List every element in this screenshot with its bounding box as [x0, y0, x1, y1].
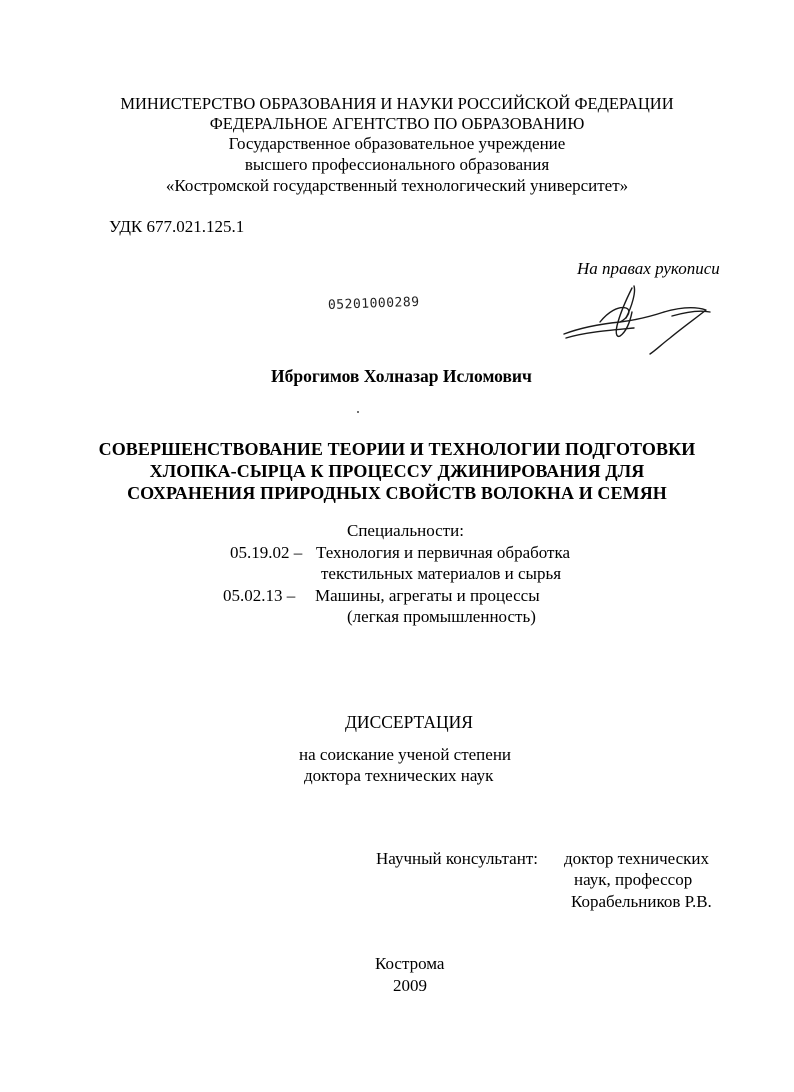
university-line: «Костромской государственный технологический университет» — [165, 176, 629, 195]
scan-speck — [357, 411, 359, 413]
city: Кострома — [375, 954, 445, 973]
work-type: ДИССЕРТАЦИЯ — [345, 712, 473, 732]
specialty-name-2-line1: Машины, агрегаты и процессы — [315, 586, 540, 605]
year: 2009 — [393, 976, 427, 995]
education-level-line: высшего профессионального образования — [244, 155, 550, 174]
author-name: Иброгимов Холназар Исломович — [271, 366, 532, 386]
udk-code: УДК 677.021.125.1 — [109, 217, 245, 236]
specialty-name-2-line2: (легкая промышленность) — [347, 607, 536, 626]
title-line-3: СОХРАНЕНИЯ ПРИРОДНЫХ СВОЙСТВ ВОЛОКНА И СЕМЯН — [127, 483, 667, 503]
consultant-title-line2: наук, профессор — [574, 870, 693, 889]
specialty-name-1-line1: Технология и первичная обработка — [316, 543, 571, 562]
ministry-line: МИНИСТЕРСТВО ОБРАЗОВАНИЯ И НАУКИ РОССИЙСКОЙ ФЕДЕРАЦИИ — [120, 94, 674, 113]
specialties-heading: Специальности: — [347, 521, 464, 540]
archive-number-stamp: 05201000289 — [327, 294, 420, 313]
signature-icon — [560, 282, 720, 358]
manuscript-rights: На правах рукописи — [577, 259, 720, 278]
agency-line: ФЕДЕРАЛЬНОЕ АГЕНТСТВО ПО ОБРАЗОВАНИЮ — [209, 114, 585, 133]
title-line-2: ХЛОПКА-СЫРЦА К ПРОЦЕССУ ДЖИНИРОВАНИЯ ДЛЯ — [149, 461, 645, 481]
degree-line-1: на соискание ученой степени — [299, 745, 512, 764]
consultant-name: Корабельников Р.В. — [571, 892, 712, 911]
degree-line-2: доктора технических наук — [304, 766, 494, 785]
specialty-code-2: 05.02.13 – — [223, 586, 296, 605]
institution-type-line: Государственное образовательное учреждение — [228, 134, 566, 153]
title-line-1: СОВЕРШЕНСТВОВАНИЕ ТЕОРИИ И ТЕХНОЛОГИИ ПОДГОТОВКИ — [98, 439, 696, 459]
specialty-code-1: 05.19.02 – — [230, 543, 303, 562]
consultant-title-line1: доктор технических — [564, 849, 710, 868]
consultant-label: Научный консультант: — [376, 849, 538, 868]
specialty-name-1-line2: текстильных материалов и сырья — [321, 564, 562, 583]
